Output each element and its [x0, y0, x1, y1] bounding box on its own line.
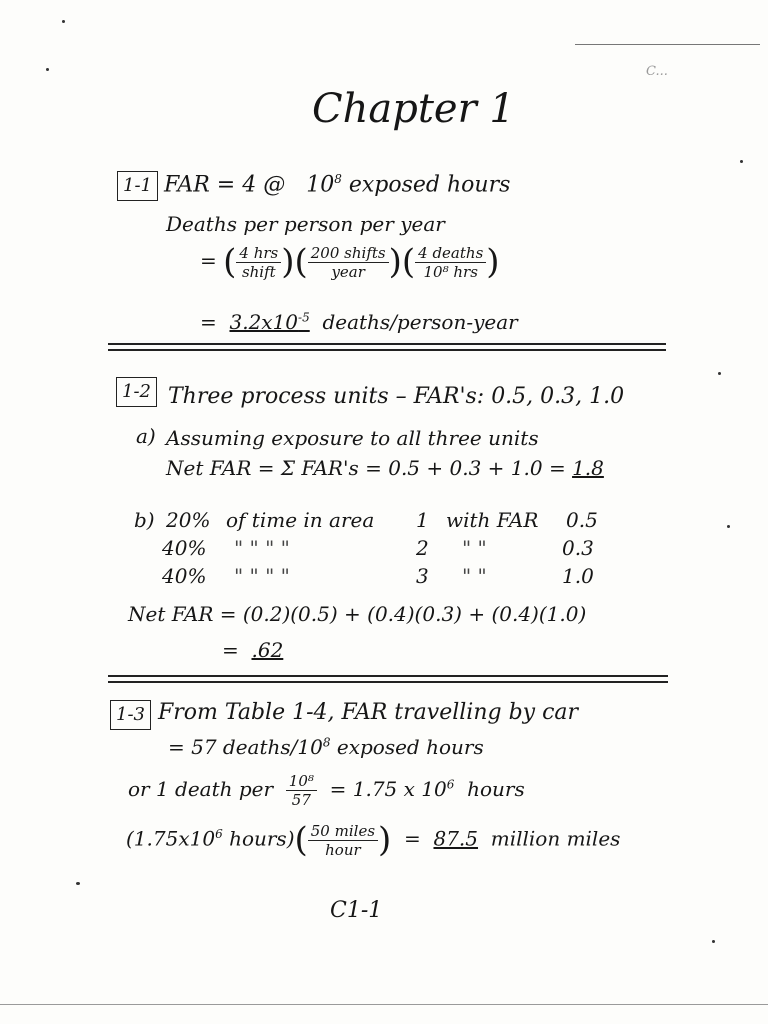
p2-b-row-far: 1.0 [562, 564, 594, 588]
problem-number-box: 1-3 [110, 700, 151, 730]
corner-note: C... [646, 64, 668, 79]
p2-line1: Three process units – FAR's: 0.5, 0.3, 1.0 [168, 384, 625, 409]
p2-b-row-ditto: " " [462, 564, 487, 588]
problem-number-box: 1-1 [117, 171, 158, 201]
fraction-deaths-per-hrs: $\frac{\text{4 deaths}}{\text{10⁸ hrs}}$ [415, 244, 486, 281]
chapter-title: Chapter 1 [312, 86, 515, 132]
p2-a-text: Assuming exposure to all three units [166, 426, 539, 450]
p3-line4: ($1.75x10^6$ hours)( $\frac{\text{50 miles}}{\text{hour}}$ ) = 87.5 million miles [126, 820, 621, 860]
p2-net-line: Net FAR = (0.2)(0.5) + (0.4)(0.3) + (0.4)(1.0) [128, 602, 587, 626]
section-divider [108, 349, 666, 351]
p2-b-row-far: 0.5 [566, 508, 598, 532]
top-scan-line [575, 44, 760, 45]
p3-line3: or 1 death per $\frac{\text{10⁸}}{57}$ = 1.75 x $10^6$ hours [128, 772, 525, 809]
p2-b-row-area: 2 [416, 536, 429, 560]
fraction-miles-per-hour: $\frac{\text{50 miles}}{\text{hour}}$ [308, 822, 378, 859]
speck [76, 882, 80, 885]
p2-a-label: a) [136, 424, 156, 448]
p2-b-row-text: of time in area [226, 508, 375, 532]
p1-fraction-product: = ( $\frac{\text{4 hrs}}{\text{shift}}$ )( $\frac{\text{200 shifts}}{\text{year}}$ )( $\frac{\text{4 deaths}}{\text{10⁸ hrs}}$ ) [200, 242, 500, 282]
fraction-shifts-per-year: $\frac{\text{200 shifts}}{\text{year}}$ [308, 244, 389, 281]
fraction-1e8-over-57: $\frac{\text{10⁸}}{57}$ [286, 772, 317, 809]
speck [718, 372, 721, 375]
p2-b-label: b) [134, 508, 155, 532]
p1-result: = $3.2x10^{-5}$ deaths/person-year [200, 310, 518, 334]
scan-edge-line [0, 1004, 768, 1005]
p2-b-row-ditto: " " [462, 536, 487, 560]
p2-a-net: Net FAR = Σ FAR's = 0.5 + 0.3 + 1.0 = 1.8 [166, 456, 604, 480]
problem-number-box: 1-2 [116, 377, 157, 407]
fraction-hrs-per-shift: $\frac{\text{4 hrs}}{\text{shift}}$ [236, 244, 281, 281]
p3-line1: From Table 1-4, FAR travelling by car [158, 700, 579, 725]
p2-b-row-ditto: " " " " [234, 564, 290, 588]
p2-b-row-area: 1 [416, 508, 429, 532]
section-divider [108, 675, 668, 677]
p2-b-row-area: 3 [416, 564, 429, 588]
p2-b-row-ditto: " " " " [234, 536, 290, 560]
p2-net-result: = .62 [222, 638, 284, 662]
speck [62, 20, 65, 23]
page-footer: C1-1 [330, 898, 383, 923]
p2-b-row-far: 0.3 [562, 536, 594, 560]
p1-line2: Deaths per person per year [166, 212, 445, 236]
speck [712, 940, 715, 943]
p2-b-row-tail: with FAR [446, 508, 539, 532]
p2-b-row-pct: 20% [166, 508, 211, 532]
p3-line2: = 57 deaths/$10^8$ exposed hours [168, 735, 484, 759]
speck [46, 68, 49, 71]
section-divider [108, 343, 666, 345]
p1-line1: FAR = 4 @ $10^8$ exposed hours [164, 172, 511, 198]
p2-b-row-pct: 40% [162, 536, 207, 560]
speck [740, 160, 743, 163]
section-divider [108, 681, 668, 683]
p2-b-row-pct: 40% [162, 564, 207, 588]
speck [727, 525, 730, 528]
